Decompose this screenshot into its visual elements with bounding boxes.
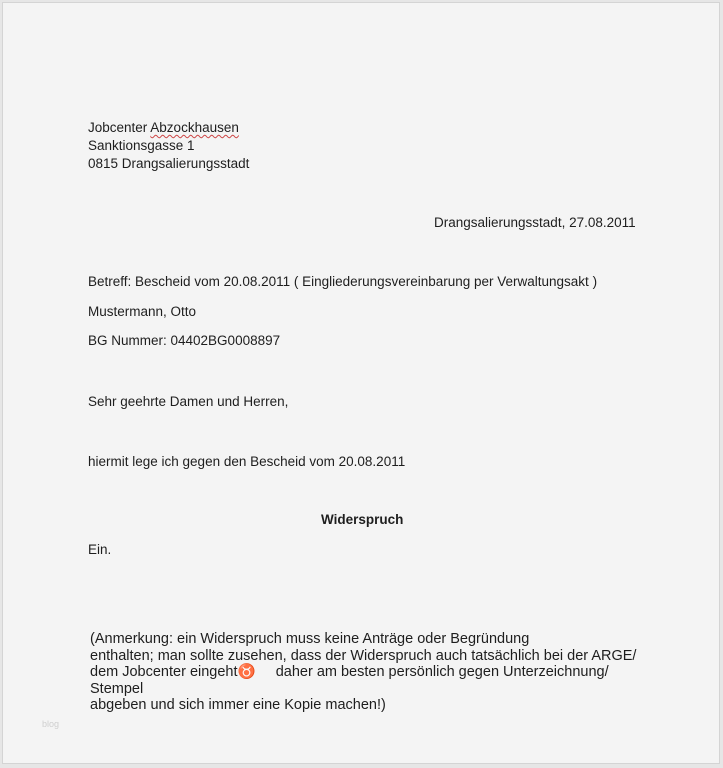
note-line: abgeben und sich immer eine Kopie machen!) <box>90 697 386 713</box>
sender-name <box>88 119 239 136</box>
subject-line: Betreff: Bescheid vom 20.08.2011 ( Eingliederungsvereinbarung per Verwaltungsakt ) <box>88 274 598 289</box>
note-paragraph <box>90 631 636 714</box>
body-line: hiermit lege ich gegen den Bescheid vom 20.08.2011 <box>88 454 406 469</box>
sender-name-prefix: Jobcenter <box>88 120 151 135</box>
sender-name-misspelled: Abzockhausen <box>150 120 239 135</box>
document-page <box>2 2 720 764</box>
note-line: dem Jobcenter eingeht♉ daher am besten persönlich gegen Unterzeichnung/ <box>90 664 609 680</box>
sender-street: Sanktionsgasse 1 <box>88 138 195 153</box>
sender-city: 0815 Drangsalierungsstadt <box>88 156 250 171</box>
note-line: Stempel <box>90 680 144 697</box>
bg-number: BG Nummer: 04402BG0008897 <box>88 333 281 348</box>
note-line: (Anmerkung: ein Widerspruch muss keine Anträge oder Begründung <box>90 631 530 647</box>
recipient-name: Mustermann, Otto <box>88 304 197 319</box>
watermark-text: blog <box>42 719 60 729</box>
note-line: enthalten; man sollte zusehen, dass der Widerspruch auch tatsächlich bei der ARGE/ <box>90 647 637 664</box>
salutation: Sehr geehrte Damen und Herren, <box>88 394 289 409</box>
closing-word: Ein. <box>88 542 112 557</box>
place-date: Drangsalierungsstadt, 27.08.2011 <box>434 215 636 230</box>
heading-widerspruch: Widerspruch <box>321 512 404 527</box>
